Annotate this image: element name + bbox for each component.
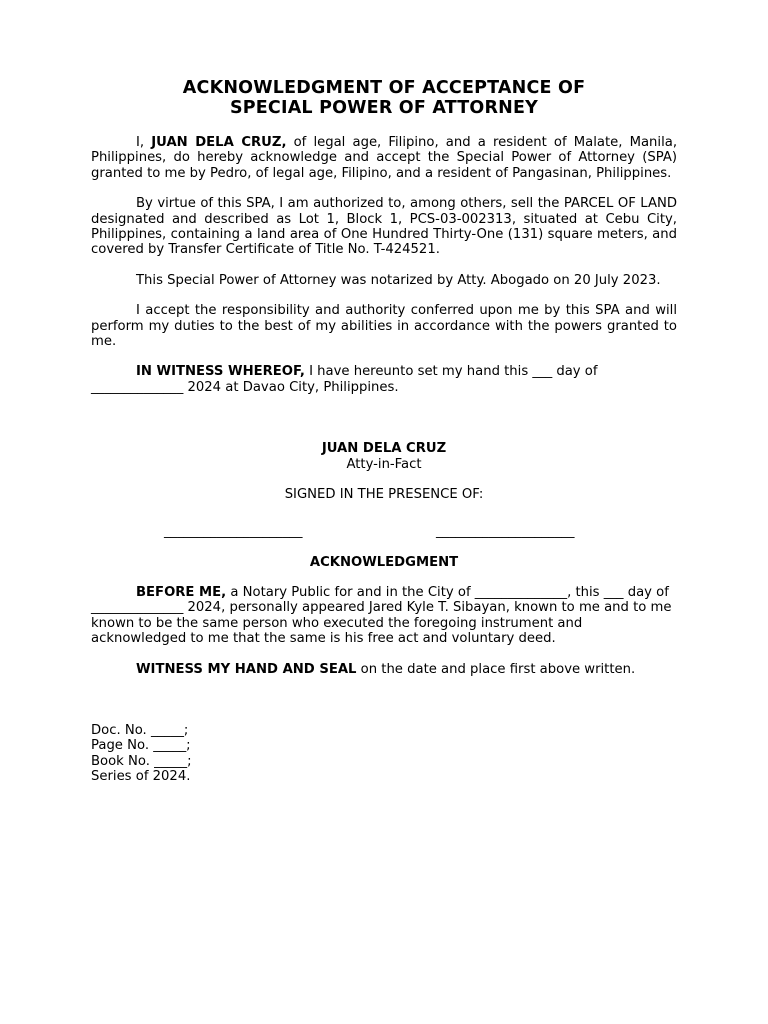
book-number: Book No. _____; [91,753,192,769]
signatory-name: JUAN DELA CRUZ [321,441,447,457]
witness-signature-lines [91,524,677,540]
document-page [91,78,677,785]
witness-signature-line-1: _____________________ [164,523,303,539]
hand-and-seal-label: WITNESS MY HAND AND SEAL [136,661,357,677]
before-me-paragraph [91,585,677,647]
before-me-label: BEFORE ME, [136,584,227,600]
acceptance-paragraph [91,135,677,181]
presence-heading: SIGNED IN THE PRESENCE OF: [284,487,484,503]
witness-signature-line-2: _____________________ [436,523,575,539]
witness-whereof-text: I have hereunto set my hand this ___ day of ______________ 2024 at Davao City, Philippines. [91,364,598,395]
acceptance-lead: I, [136,135,152,150]
before-me-text: a Notary Public for and in the City of ______________, this ___ day of ______________ 2024, personally appeared Jared Kyle T. Sibayan, known to me and to me known to be the same person who executed the foregoing instrument and acknowledged to me that the same is his free act and voluntary deed. [91,584,672,647]
title-line-1: ACKNOWLEDGMENT OF ACCEPTANCE OF [182,78,586,98]
responsibility-paragraph: I accept the responsibility and authority conferred upon me by this SPA and will perform my duties to the best of my abilities in accordance with the powers granted to me. [91,303,677,350]
series-year: Series of 2024. [91,769,191,785]
acknowledgment-heading: ACKNOWLEDGMENT [309,554,459,570]
title-line-2: SPECIAL POWER OF ATTORNEY [229,98,539,118]
doc-number: Doc. No. _____; [91,722,189,738]
notarization-paragraph: This Special Power of Attorney was notarized by Atty. Abogado on 20 July 2023. [136,272,661,288]
signatory-role: Atty-in-Fact [346,456,422,472]
authority-paragraph: By virtue of this SPA, I am authorized to, among others, sell the PARCEL OF LAND designated and described as Lot 1, Block 1, PCS-03-002313, situated at Cebu City, Philippines, containing a land area of One Hundred Thirty-One (131) square meters, and covered by Transfer Certificate of Title No. T-424521. [91,196,677,258]
hand-and-seal-paragraph [91,662,677,677]
notarial-register [91,723,677,785]
page-number: Page No. _____; [91,738,191,754]
affiant-name: JUAN DELA CRUZ, [151,135,287,150]
witness-whereof-label: IN WITNESS WHEREOF, [136,364,305,380]
witness-whereof-paragraph [91,364,677,395]
document-title [91,78,677,118]
hand-and-seal-text: on the date and place first above written. [356,661,636,677]
acceptance-text: of legal age, Filipino, and a resident of Malate, Manila, Philippines, do hereby acknowledge and accept the Special Power of Attorney (SPA) granted to me by Pedro, of legal age, Filipino, and a resident of Pangasinan, Philippines. [91,135,678,181]
